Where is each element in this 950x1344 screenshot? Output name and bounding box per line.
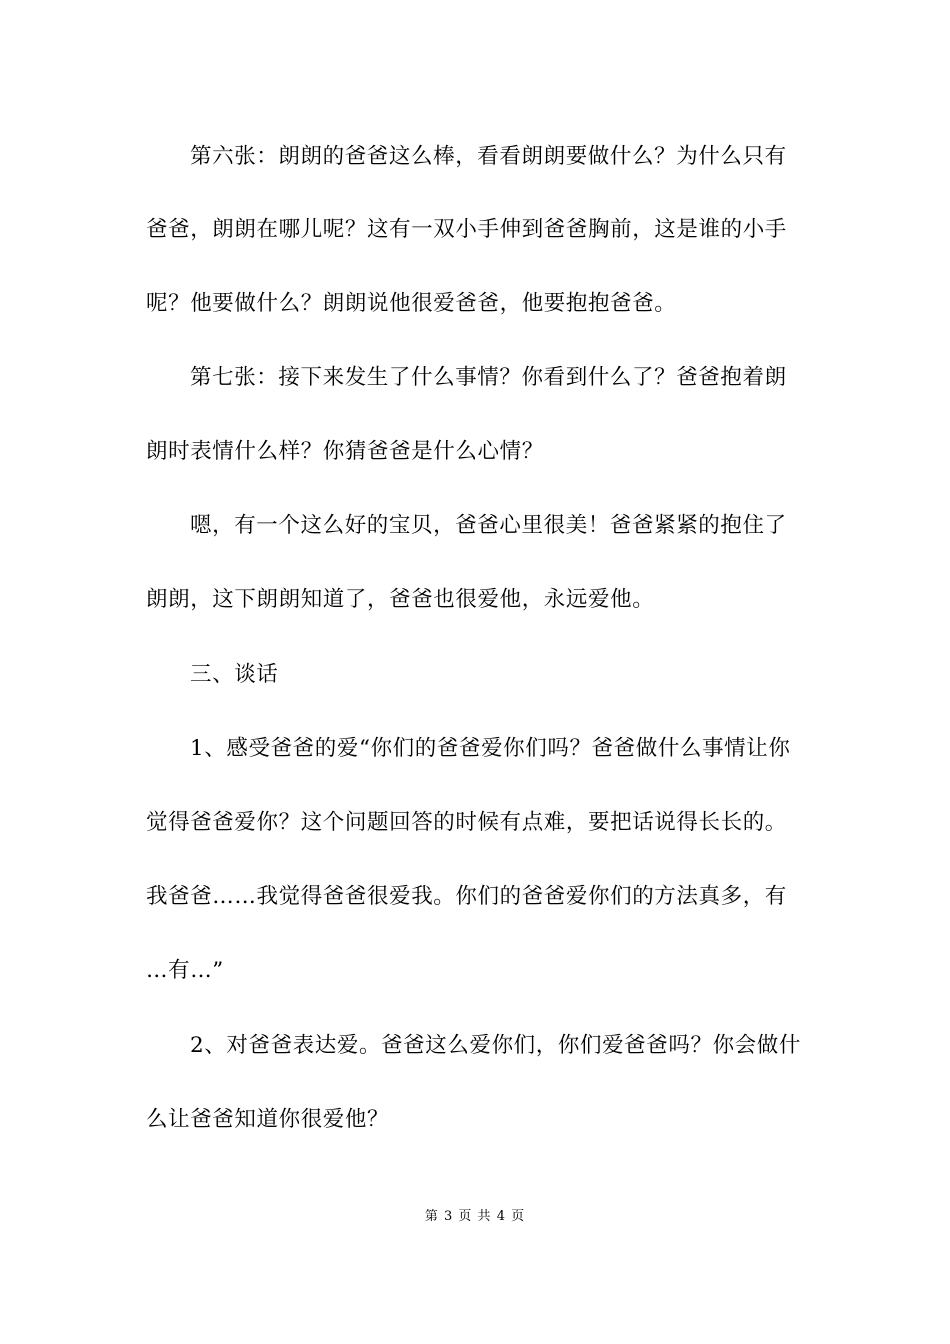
paragraph-4-line-4: …有…”	[146, 958, 224, 983]
paragraph-4-line-2: 觉得爸爸爱你？这个问题回答的时候有点难，要把话说得长长的。	[146, 810, 787, 835]
paragraph-4-line-1: 1、感受爸爸的爱“你们的爸爸爱你们吗？爸爸做什么事情让你	[190, 736, 791, 761]
paragraph-2-line-1: 第七张：接下来发生了什么事情？你看到什么了？爸爸抱着朗	[190, 365, 787, 390]
paragraph-5-line-2: 么让爸爸知道你很爱他？	[146, 1107, 390, 1132]
paragraph-2-line-2: 朗时表情什么样？你猜爸爸是什么心情？	[146, 439, 544, 464]
paragraph-3-line-2: 朗朗，这下朗朗知道了，爸爸也很爱他，永远爱他。	[146, 587, 655, 612]
page-number-footer: 第 3 页 共 4 页	[424, 1209, 526, 1224]
paragraph-1-line-2: 爸爸，朗朗在哪儿呢？这有一双小手伸到爸爸胸前，这是谁的小手	[146, 217, 787, 242]
paragraph-4-line-3: 我爸爸……我觉得爸爸很爱我。你们的爸爸爱你们的方法真多，有	[146, 884, 787, 909]
paragraph-1-line-1: 第六张：朗朗的爸爸这么棒，看看朗朗要做什么？为什么只有	[190, 144, 787, 169]
paragraph-1-line-3: 呢？他要做什么？朗朗说他很爱爸爸，他要抱抱爸爸。	[146, 291, 677, 316]
paragraph-5-line-1: 2、对爸爸表达爱。爸爸这么爱你们，你们爱爸爸吗？你会做什	[190, 1033, 801, 1058]
section-heading: 三、谈话	[190, 662, 279, 687]
paragraph-3-line-1: 嗯，有一个这么好的宝贝，爸爸心里很美！爸爸紧紧的抱住了	[190, 513, 787, 538]
